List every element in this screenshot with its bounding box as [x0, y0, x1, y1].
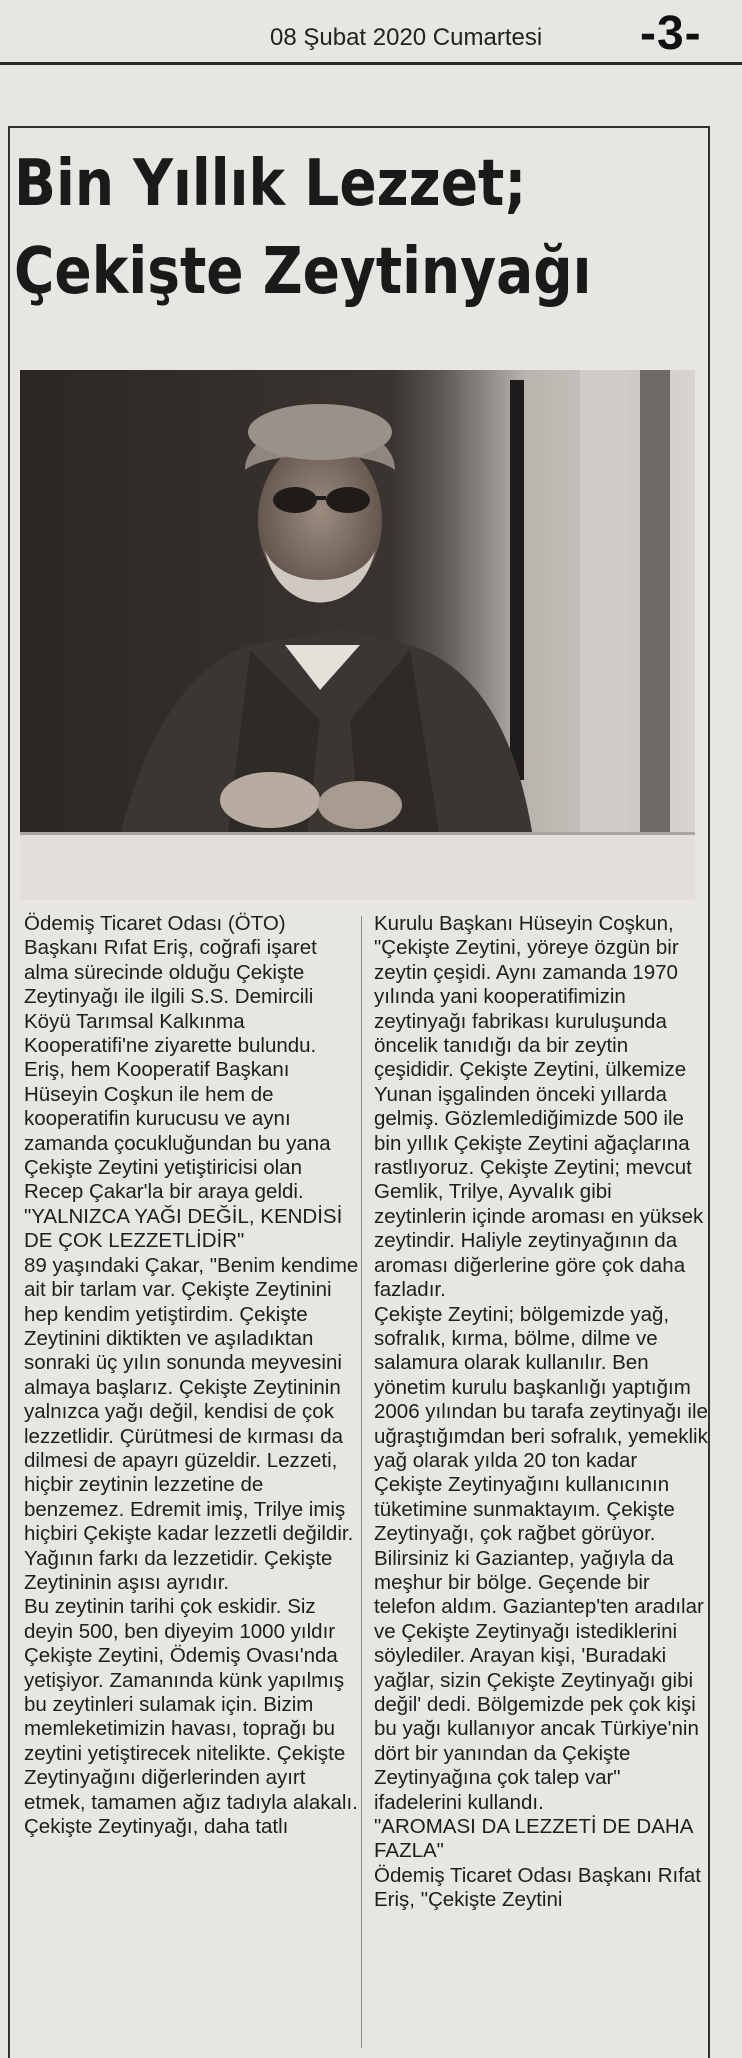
column-divider	[361, 916, 362, 2048]
portrait-illustration	[20, 370, 695, 900]
article-headline	[14, 140, 607, 316]
headline-line-1: Bin Yıllık Lezzet;	[14, 147, 527, 221]
subheading: "YALNIZCA YAĞI DEĞİL, KENDİSİ DE ÇOK LEZZETLİDİR"	[24, 1204, 343, 1253]
paragraph: Bu zeytinin tarihi çok eskidir. Siz deyin 500, ben diyeyim 1000 yıldır Çekişte Zeytini, Ödemiş Ovası'nda yetişiyor. Zamanında künk yapılmış bu zeytinleri sulamak için. Bizim memleketimizin havası, toprağı bu zeytini yetiştirecek nitelikte. Çekişte Zeytinyağını diğerlerinden ayırt etmek, tamamen ağız tadıyla alakalı. Çekişte Zeytinyağı, daha tatlı	[24, 1595, 358, 1839]
paragraph: Ödemiş Ticaret Odası (ÖTO) Başkanı Rıfat Eriş, coğrafi işaret alma sürecinde olduğu Çekişte Zeytinyağı ile ilgili S.S. Demircili Köyü Tarımsal Kalkınma Kooperatifi'ne ziyarette bulundu. Eriş, hem Kooperatif Başkanı Hüseyin Coşkun ile hem de kooperatifin kurucusu ve aynı zamanda çocukluğundan bu yana Çekişte Zeytini yetiştiricisi olan Recep Çakar'la bir araya geldi.	[24, 912, 331, 1204]
paragraph: Kurulu Başkanı Hüseyin Coşkun, "Çekişte Zeytini, yöreye özgün bir zeytin çeşidi. Aynı zamanda 1970 yılında yani kooperatifimizin zeytinyağı fabrikası kuruluşunda öncelik tanıdığı da bir zeytin çeşididir. Çekişte Zeytini, ülkemize Yunan işgalinden önceki yıllarda gelmiş. Gözlemlediğimizde 500 ile bin yıllık Çekişte Zeytini ağaçlarına rastlıyoruz. Çekişte Zeytini; mevcut Gemlik, Trilye, Ayvalık gibi zeytinlerin içinde aroması en yüksek zeytindir. Haliyle zeytinyağının da aroması diğerlerine göre çok daha fazladır.	[374, 912, 704, 1302]
publication-date: 08 Şubat 2020 Cumartesi	[270, 24, 543, 51]
subheading: "AROMASI DA LEZZETİ DE DAHA FAZLA"	[374, 1815, 693, 1863]
article-photo	[20, 370, 695, 900]
headline-line-2: Çekişte Zeytinyağı	[14, 235, 592, 309]
page-number: -3-	[640, 7, 702, 60]
paragraph: Çekişte Zeytini; bölgemizde yağ, sofralık, kırma, bölme, dilme ve salamura olarak kullanılır. Ben yönetim kurulu başkanlığı yaptığım 2006 yılından bu tarafa zeytinyağı ile uğraştığımdan beri sofralık, yemeklik yağ olarak yılda 20 ton kadar Çekişte Zeytinyağını kullanıcının tüketimine sunmaktayım. Çekişte Zeytinyağı, çok rağbet görüyor. Bilirsiniz ki Gaziantep, yağıyla da meşhur bir bölge. Geçende bir telefon aldım. Gaziantep'ten aradılar ve Çekişte Zeytinyağı istediklerini söylediler. Arayan kişi, 'Buradaki yağlar, sizin Çekişte Zeytinyağı gibi değil' dedi. Bölgemizde pek çok kişi bu yağı kullanıyor ancak Türkiye'nin dört bir yanından da Çekişte Zeytinyağına çok talep var" ifadelerini kullandı.	[374, 1302, 708, 1814]
paragraph: Ödemiş Ticaret Odası Başkanı Rıfat Eriş, "Çekişte Zeytini	[374, 1863, 701, 1912]
article-column-left	[24, 912, 359, 1839]
article-column-right	[374, 912, 709, 1913]
page-header	[0, 0, 742, 65]
paragraph: 89 yaşındaki Çakar, "Benim kendime ait bir tarlam var. Çekişte Zeytinini hep kendim yetiştirdim. Çekişte Zeytinini diktikten ve aşıladıktan sonraki üç yılın sonunda meyvesini almaya başlarız. Çekişte Zeytininin yalnızca yağı değil, kendisi de çok lezzetlidir. Çürütmesi de kırması da dilmesi de apayrı güzeldir. Lezzeti, hiçbir zeytinin lezzetine de benzemez. Edremit imiş, Trilye imiş hiçbiri Çekişte kadar lezzetli değildir. Yağının farkı da lezzetidir. Çekişte Zeytininin aşısı ayrıdır.	[24, 1253, 359, 1594]
